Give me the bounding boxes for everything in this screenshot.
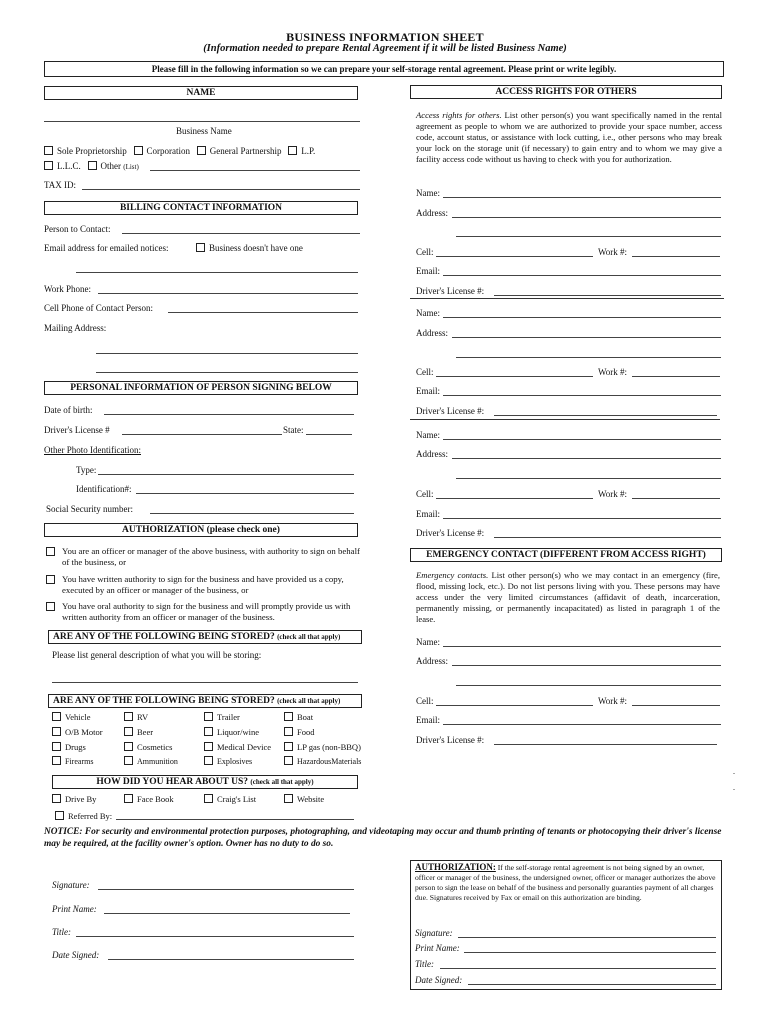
access2-cell-label: Cell: — [416, 367, 434, 377]
access3-work-line[interactable] — [632, 498, 720, 499]
cell-phone-line[interactable] — [168, 312, 358, 313]
storing-description-label: Please list general description of what you will be storing: — [52, 650, 262, 660]
emergency1-name-line[interactable] — [443, 646, 721, 647]
firearms-checkbox[interactable] — [52, 756, 61, 765]
access1-name-line[interactable] — [443, 197, 721, 198]
margin-mark-1: . — [733, 767, 735, 776]
auth-title-line[interactable] — [440, 968, 716, 969]
access1-cell-label: Cell: — [416, 247, 434, 257]
list-label: (List) — [123, 163, 139, 171]
item-cosmetics: Cosmetics — [124, 742, 172, 752]
hear-header — [52, 775, 358, 789]
access-paragraph — [416, 110, 722, 165]
emergency1-license-line[interactable] — [494, 744, 717, 745]
access1-address-label: Address: — [416, 208, 448, 218]
access2-work-line[interactable] — [632, 376, 720, 377]
mailing-address-line-1[interactable] — [96, 353, 358, 354]
auth-option-1 — [46, 546, 360, 568]
item-medical-device: Medical Device — [204, 742, 271, 752]
other-checkbox[interactable] — [88, 161, 97, 170]
tax-id-line[interactable] — [82, 189, 360, 190]
auth-title-label: Title: — [415, 959, 435, 969]
emergency1-cell-line[interactable] — [436, 705, 593, 706]
hear-website: Website — [284, 794, 324, 804]
access1-cell-line[interactable] — [436, 256, 593, 257]
llc-checkbox[interactable] — [44, 161, 53, 170]
llc-label: L.L.C. — [57, 161, 81, 171]
access3-license-line[interactable] — [494, 537, 721, 538]
access-text: List other person(s) you want specifically named in the rental agreement as people to whom we are authorized to provide your space number, access code, account status, or assistance with lock cutting, i.e., other persons who may break your lock on the storage unit (if necessary) to gain entry and to whom we may give a facility access code without us having to check with you for authorization. — [416, 110, 723, 164]
emergency1-address-line-2[interactable] — [456, 685, 721, 686]
sole-proprietorship-checkbox[interactable] — [44, 146, 53, 155]
hear-facebook: Face Book — [124, 794, 174, 804]
auth-date-signed-line[interactable] — [468, 984, 716, 985]
food-checkbox[interactable] — [284, 727, 293, 736]
date-signed-label: Date Signed: — [52, 950, 100, 960]
emergency1-work-label: Work #: — [598, 696, 628, 706]
access3-email-line[interactable] — [443, 518, 721, 519]
authorization-text — [415, 862, 720, 903]
other-id-label: Other Photo Identification: — [44, 445, 141, 455]
auth-option-3 — [46, 601, 368, 623]
emergency-text: List other person(s) who we may contact in an emergency (fire, flood, missing lock, etc.). Do not list persons living with you. These persons may have access under the very limited circumstances (affidavit of death, incarceration, permanently missing, or permanently incapacitated) as listed in paragraph 1 of the lease. — [416, 570, 720, 624]
item-ob-motor: O/B Motor — [52, 727, 103, 737]
stored-header-2-text: ARE ANY OF THE FOLLOWING BEING STORED? — [53, 696, 275, 706]
intro-banner: Please fill in the following information so we can prepare your self-storage rental agreement. Please print or write legibly. — [44, 61, 724, 77]
access1-license-line[interactable] — [494, 295, 721, 296]
cosmetics-checkbox[interactable] — [124, 742, 133, 751]
referred-by-checkbox[interactable] — [55, 811, 64, 820]
access1-email-line[interactable] — [443, 275, 721, 276]
lp-label: L.P. — [301, 146, 316, 156]
no-email-checkbox[interactable] — [196, 243, 205, 252]
item-rv: RV — [124, 712, 148, 722]
auth-option-1-checkbox[interactable] — [46, 547, 55, 556]
auth-signature-label: Signature: — [415, 928, 453, 938]
storing-description-line[interactable] — [52, 682, 358, 683]
item-liquor: Liquor/wine — [204, 727, 259, 737]
auth-date-signed-label: Date Signed: — [415, 975, 463, 985]
item-firearms: Firearms — [52, 756, 93, 766]
auth-option-1-text: You are an officer or manager of the above business, with authority to sign on behalf of the business, or — [62, 546, 360, 567]
lp-gas-checkbox[interactable] — [284, 742, 293, 751]
tax-id-label: TAX ID: — [44, 180, 77, 190]
access3-address-line-2[interactable] — [456, 478, 721, 479]
emergency1-address-label: Address: — [416, 656, 448, 666]
drugs-checkbox[interactable] — [52, 742, 61, 751]
no-email-row — [196, 243, 303, 253]
state-line[interactable] — [306, 434, 352, 435]
drive-by-checkbox[interactable] — [52, 794, 61, 803]
other-list-line[interactable] — [150, 170, 360, 171]
access3-email-label: Email: — [416, 509, 440, 519]
page-subtitle: (Information needed to prepare Rental Agreement if it will be listed Business Name) — [203, 43, 567, 54]
signature-line[interactable] — [98, 889, 354, 890]
authorization-box-text: If the self-storage rental agreement is not being signed by an owner, officer or manager of the business, the undersigned owner, officer or manager authorizes the above person to sign the lease on behalf of the business and personally guaranties payment of all charges due. Signatures received by Fax or email on this authorization are binding. — [415, 863, 716, 902]
title-line[interactable] — [76, 936, 354, 937]
billing-header: BILLING CONTACT INFORMATION — [44, 201, 358, 215]
page-title: BUSINESS INFORMATION SHEET — [286, 30, 484, 44]
access2-license-label: Driver's License #: — [416, 406, 485, 416]
access1-email-label: Email: — [416, 266, 440, 276]
license-label: Driver's License # — [44, 425, 110, 435]
hear-header-check-all: (check all that apply) — [250, 778, 314, 786]
access1-address-line-2[interactable] — [456, 236, 721, 237]
explosives-checkbox[interactable] — [204, 756, 213, 765]
emergency-lead: Emergency contacts. — [416, 570, 489, 580]
name-header: NAME — [44, 86, 358, 100]
auth-option-3-text: You have oral authority to sign for the business and will promptly provide us with written authority from an officer or manager of the business. — [62, 601, 351, 622]
entity-type-row — [44, 146, 315, 156]
access1-work-line[interactable] — [632, 256, 720, 257]
emergency1-license-label: Driver's License #: — [416, 735, 485, 745]
emergency1-address-line-1[interactable] — [452, 665, 721, 666]
license-line[interactable] — [122, 434, 282, 435]
sole-proprietorship-label: Sole Proprietorship — [57, 146, 127, 156]
person-to-contact-label: Person to Contact: — [44, 224, 111, 234]
auth-option-3-checkbox[interactable] — [46, 602, 55, 611]
corporation-checkbox[interactable] — [134, 146, 143, 155]
emergency1-email-line[interactable] — [443, 724, 721, 725]
hear-craigslist: Craig's List — [204, 794, 256, 804]
vehicle-checkbox[interactable] — [52, 712, 61, 721]
item-vehicle: Vehicle — [52, 712, 91, 722]
access1-license-label: Driver's License #: — [416, 286, 485, 296]
lp-checkbox[interactable] — [288, 146, 297, 155]
trailer-checkbox[interactable] — [204, 712, 213, 721]
auth-print-name-line[interactable] — [464, 952, 716, 953]
access2-license-line[interactable] — [494, 415, 717, 416]
craigslist-checkbox[interactable] — [204, 794, 213, 803]
stored-header-2 — [48, 694, 362, 708]
access2-email-label: Email: — [416, 386, 440, 396]
item-food: Food — [284, 727, 314, 737]
stored-header-2-check-all: (check all that apply) — [277, 697, 341, 705]
auth-option-2-checkbox[interactable] — [46, 575, 55, 584]
boat-checkbox[interactable] — [284, 712, 293, 721]
hazardous-checkbox[interactable] — [284, 756, 293, 765]
access3-name-label: Name: — [416, 430, 440, 440]
access2-address-line-2[interactable] — [456, 357, 721, 358]
print-name-line[interactable] — [104, 913, 350, 914]
referred-by-line[interactable] — [116, 819, 354, 820]
access2-cell-line[interactable] — [436, 376, 593, 377]
beer-checkbox[interactable] — [124, 727, 133, 736]
access3-address-line-1[interactable] — [452, 458, 721, 459]
state-label: State: — [283, 425, 304, 435]
item-hazardous: HazardousMaterials — [284, 756, 361, 766]
authorization-box-header: AUTHORIZATION: — [415, 862, 496, 872]
emergency1-name-label: Name: — [416, 637, 440, 647]
access1-work-label: Work #: — [598, 247, 628, 257]
authorization-header: AUTHORIZATION (please check one) — [44, 523, 358, 537]
referred-by-row — [55, 811, 112, 821]
llc-row — [44, 161, 139, 171]
auth-signature-line[interactable] — [458, 937, 716, 938]
access2-address-line-1[interactable] — [452, 337, 721, 338]
stored-header-1-text: ARE ANY OF THE FOLLOWING BEING STORED? — [53, 632, 275, 642]
id-type-label: Type: — [76, 465, 97, 475]
access3-name-line[interactable] — [443, 439, 721, 440]
website-checkbox[interactable] — [284, 794, 293, 803]
personal-header: PERSONAL INFORMATION OF PERSON SIGNING BELOW — [44, 381, 358, 395]
access2-name-label: Name: — [416, 308, 440, 318]
access-divider-1 — [410, 298, 724, 299]
access2-work-label: Work #: — [598, 367, 628, 377]
referred-by-label: Referred By: — [68, 811, 113, 821]
auth-print-name-label: Print Name: — [415, 943, 460, 953]
auth-option-2 — [46, 574, 368, 596]
access-header: ACCESS RIGHTS FOR OTHERS — [410, 85, 722, 99]
dob-label: Date of birth: — [44, 405, 93, 415]
mailing-address-line-2[interactable] — [96, 372, 358, 373]
email-notices-label: Email address for emailed notices: — [44, 243, 169, 253]
title-label: Title: — [52, 927, 72, 937]
auth-option-2-text: You have written authority to sign for the business and have provided us a copy, executed by an officer or manager of the business, or — [62, 574, 344, 595]
dob-line[interactable] — [104, 414, 354, 415]
access3-address-label: Address: — [416, 449, 448, 459]
access1-name-label: Name: — [416, 188, 440, 198]
access2-email-line[interactable] — [443, 395, 721, 396]
work-phone-label: Work Phone: — [44, 284, 92, 294]
access2-address-label: Address: — [416, 328, 448, 338]
access3-license-label: Driver's License #: — [416, 528, 485, 538]
access3-work-label: Work #: — [598, 489, 628, 499]
business-name-label: Business Name — [176, 126, 232, 136]
corporation-label: Corporation — [146, 146, 190, 156]
person-to-contact-line[interactable] — [122, 233, 360, 234]
liquor-checkbox[interactable] — [204, 727, 213, 736]
print-name-label: Print Name: — [52, 904, 97, 914]
access-lead: Access rights for others. — [416, 110, 502, 120]
hear-drive-by: Drive By — [52, 794, 96, 804]
other-label: Other — [100, 161, 121, 171]
cell-phone-label: Cell Phone of Contact Person: — [44, 303, 153, 313]
id-number-label: Identification#: — [76, 484, 132, 494]
access1-address-line-1[interactable] — [452, 217, 721, 218]
facebook-checkbox[interactable] — [124, 794, 133, 803]
general-partnership-checkbox[interactable] — [197, 146, 206, 155]
item-drugs: Drugs — [52, 742, 86, 752]
item-boat: Boat — [284, 712, 313, 722]
emergency1-email-label: Email: — [416, 715, 440, 725]
ssn-line[interactable] — [150, 513, 354, 514]
emergency1-work-line[interactable] — [632, 705, 720, 706]
business-name-line[interactable] — [44, 121, 360, 122]
ammunition-checkbox[interactable] — [124, 756, 133, 765]
security-notice: NOTICE: For security and environmental protection purposes, photographing, and videotaping may occur and thumb printing of tenants or photocopying their driver's license may be required, at the facility owner's option. Owner has no duty to do so. — [44, 827, 722, 849]
medical-device-checkbox[interactable] — [204, 742, 213, 751]
margin-mark-2: . — [733, 783, 735, 792]
item-explosives: Explosives — [204, 756, 252, 766]
date-signed-line[interactable] — [108, 959, 354, 960]
signature-label: Signature: — [52, 880, 90, 890]
id-number-line[interactable] — [136, 493, 354, 494]
ob-motor-checkbox[interactable] — [52, 727, 61, 736]
stored-header-1-check-all: (check all that apply) — [277, 633, 341, 641]
general-partnership-label: General Partnership — [209, 146, 282, 156]
access-divider-2 — [410, 419, 720, 420]
work-phone-line[interactable] — [98, 293, 358, 294]
emergency-paragraph — [416, 570, 720, 625]
emergency-header: EMERGENCY CONTACT (DIFFERENT FROM ACCESS RIGHT) — [410, 548, 722, 562]
item-ammunition: Ammunition — [124, 756, 178, 766]
access2-name-line[interactable] — [443, 317, 721, 318]
no-email-label: Business doesn't have one — [209, 243, 303, 253]
item-trailer: Trailer — [204, 712, 240, 722]
mailing-address-label: Mailing Address: — [44, 323, 107, 333]
stored-header-1 — [48, 630, 362, 644]
ssn-label: Social Security number: — [46, 504, 133, 514]
email-notices-line[interactable] — [76, 272, 358, 273]
id-type-line[interactable] — [98, 474, 354, 475]
item-lp-gas: LP gas (non-BBQ) — [284, 742, 361, 752]
access3-cell-line[interactable] — [436, 498, 593, 499]
rv-checkbox[interactable] — [124, 712, 133, 721]
hear-header-text: HOW DID YOU HEAR ABOUT US? — [96, 777, 248, 787]
access3-cell-label: Cell: — [416, 489, 434, 499]
emergency1-cell-label: Cell: — [416, 696, 434, 706]
item-beer: Beer — [124, 727, 153, 737]
